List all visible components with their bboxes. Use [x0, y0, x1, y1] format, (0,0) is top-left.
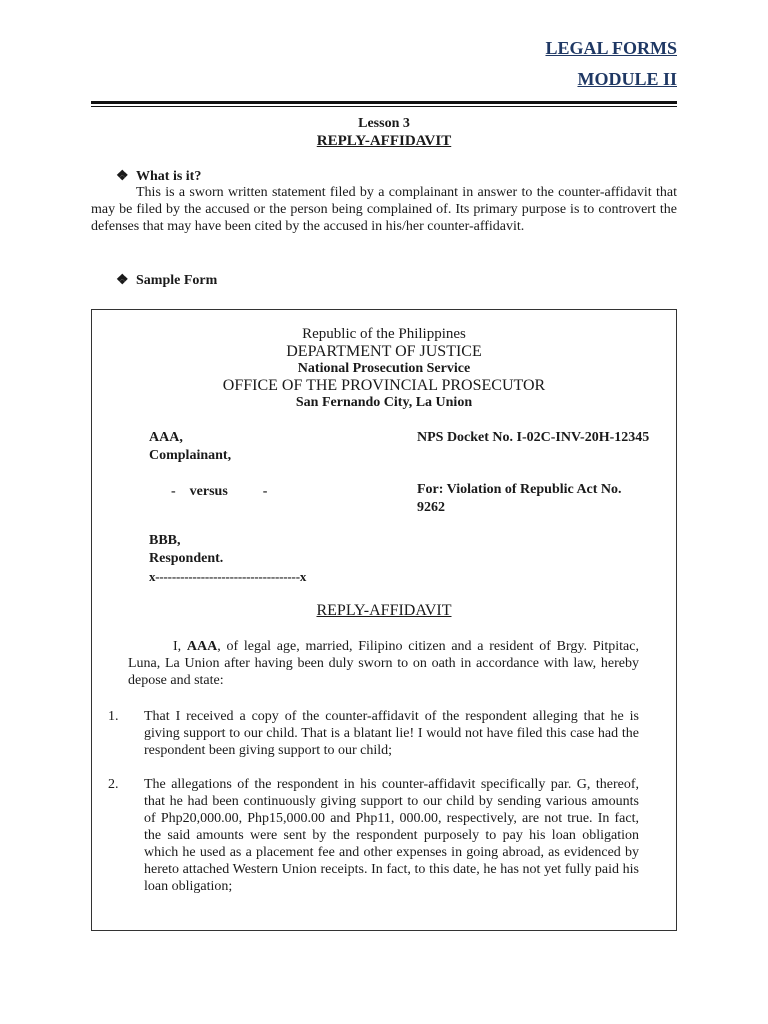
- form-city: San Fernando City, La Union: [295, 395, 473, 410]
- caption-complainant: [149, 429, 231, 465]
- definition-paragraph: [91, 184, 677, 235]
- docket-number: NPS Docket No. I-02C-INV-20H-12345: [417, 430, 650, 445]
- form-office: OFFICE OF THE PROVINCIAL PROSECUTOR: [222, 377, 546, 394]
- diamond-bullet-icon: ❖: [116, 273, 129, 288]
- section-heading: What is it?: [136, 169, 202, 184]
- intro-pre: I,: [173, 639, 187, 654]
- respondent-role: Respondent.: [149, 551, 224, 566]
- header-rule-thin: [91, 106, 677, 107]
- form-title: REPLY-AFFIDAVIT: [316, 602, 452, 619]
- lesson-number: Lesson 3: [358, 116, 410, 131]
- header-module: MODULE II: [577, 69, 677, 89]
- caption-respondent: [149, 532, 223, 568]
- diamond-bullet-icon: ❖: [116, 169, 129, 184]
- list-item-number: 1.: [108, 709, 119, 724]
- form-republic: Republic of the Philippines: [302, 326, 466, 342]
- violation-label: For: Violation of Republic Act No. 9262: [417, 482, 622, 515]
- intro-name: AAA: [186, 639, 218, 654]
- form-intro: [128, 638, 639, 689]
- list-item-text: The allegations of the respondent in his counter-affidavit specifically par. G, thereof, that he had been continuously giving support to our child by sending various amounts of Php20,000.00, Php15,000.00 and Php11, 000.00, respectively, are not true. In fact, the said amounts were sent by the respondent purposely to pay his loan obligation which he used as a placement fee and other expenses in going abroad, as evidenced by hereto attached Western Union receipts. In fact, to this date, he has not yet fully paid his loan obligation;: [144, 777, 639, 894]
- section-heading: Sample Form: [136, 273, 218, 288]
- complainant-name: AAA,: [149, 430, 183, 445]
- section-sample-form: [116, 272, 217, 289]
- respondent-name: BBB,: [149, 533, 181, 548]
- complainant-role: Complainant,: [149, 448, 232, 463]
- versus-label: - versus -: [171, 484, 268, 499]
- form-department: DEPARTMENT OF JUSTICE: [286, 343, 482, 360]
- list-item: [108, 776, 639, 895]
- list-item-text: That I received a copy of the counter-affidavit of the respondent alleging that he is giving support to our child. That is a blatant lie! I would not have filed this case had the respondent been giving support to our child;: [144, 709, 639, 758]
- header-rule-thick: [91, 101, 677, 104]
- section-what-is-it: [116, 168, 201, 185]
- list-item: [108, 708, 639, 759]
- list-item-number: 2.: [108, 777, 119, 792]
- intro-post: , of legal age, married, Filipino citizen and a resident of Brgy. Pitpitac, Luna, La Union after having been duly sworn to on oath in accordance with law, hereby depose and state:: [128, 639, 639, 688]
- sample-form-box: [91, 309, 677, 931]
- caption-separator: x-----------------------------------x: [149, 569, 307, 584]
- definition-text: This is a sworn written statement filed by a complainant in answer to the counter-affidavit that may be filed by the accused or the person being complained of. Its primary purpose is to controvert the defenses that may have been cited by the accused in his/her counter-affidavit.: [91, 185, 677, 234]
- header-legal-forms: LEGAL FORMS: [545, 38, 677, 58]
- lesson-title: REPLY-AFFIDAVIT: [316, 133, 452, 149]
- form-nps: National Prosecution Service: [297, 361, 471, 376]
